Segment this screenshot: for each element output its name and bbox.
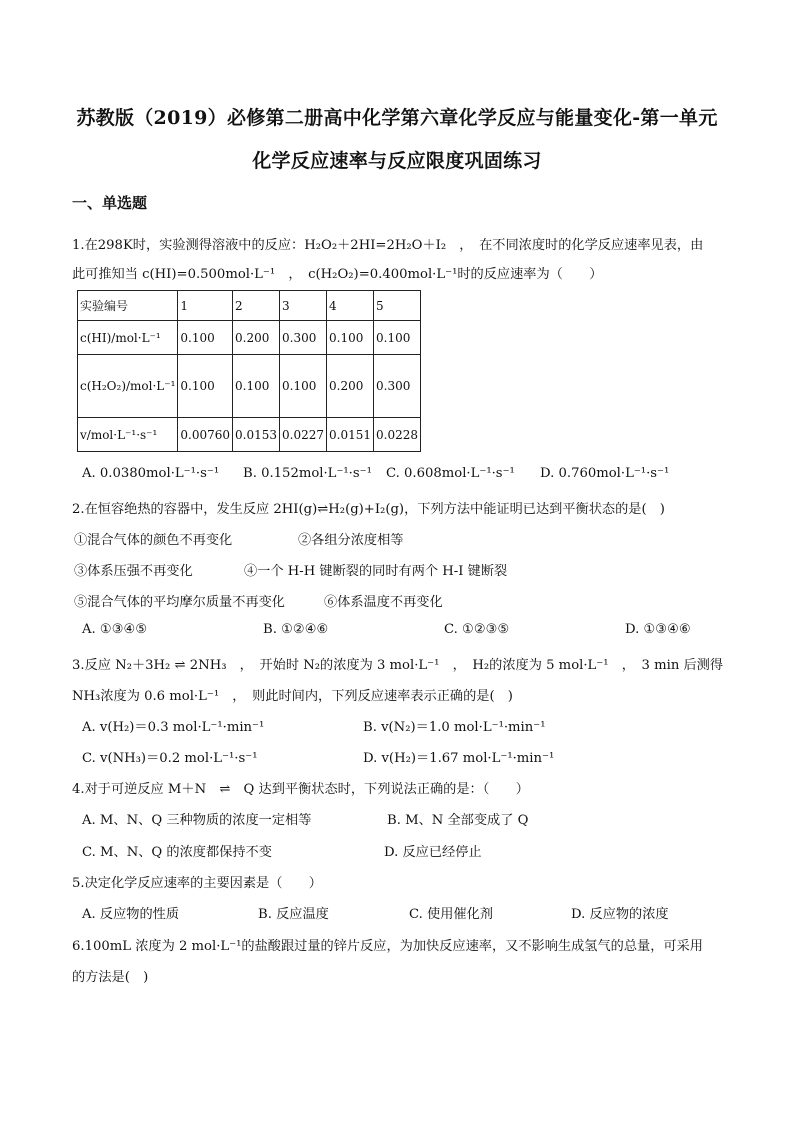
q6-stem-line1: 6.100mL 浓度为 2 mol·L⁻¹的盐酸跟过量的锌片反应，为加快反应速率，又不影响生成氢气的总量，可采用 (72, 939, 703, 954)
section-heading: 一、单选题 (72, 194, 148, 212)
q3-option-d: D. v(H₂)＝1.67 mol·L⁻¹·min⁻¹ (363, 751, 555, 766)
table-cell: 0.0228 (374, 418, 421, 452)
table-cell: 4 (327, 291, 374, 321)
table-row (78, 321, 421, 355)
q4-option-a: A. M、N、Q 三种物质的浓度一定相等 (82, 813, 312, 828)
table-cell: 0.0227 (280, 418, 327, 452)
q5-option-b: B. 反应温度 (258, 907, 329, 922)
table-cell: 0.100 (178, 355, 233, 418)
q2-item-6: ⑥体系温度不再变化 (324, 595, 443, 610)
q5-option-a: A. 反应物的性质 (82, 907, 180, 922)
table-cell: 0.200 (233, 321, 280, 355)
q2-option-a: A. ①③④⑤ (82, 622, 148, 637)
q4-option-b: B. M、N 全部变成了 Q (387, 813, 529, 828)
q2-stem: 2.在恒容绝热的容器中，发生反应 2HI(g)⇌H₂(g)+I₂(g)，下列方法中能证明已达到平衡状态的是( ) (72, 502, 665, 517)
q2-item-5: ⑤混合气体的平均摩尔质量不再变化 (74, 595, 285, 610)
q2-item-3: ③体系压强不再变化 (74, 564, 193, 579)
table-cell: 3 (280, 291, 327, 321)
table-cell: 0.300 (374, 355, 421, 418)
table-row (78, 355, 421, 418)
table-cell: c(H₂O₂)/mol·L⁻¹ (78, 355, 178, 418)
q1-data-table (77, 290, 421, 452)
table-cell: 0.200 (327, 355, 374, 418)
q1-stem-line1: 1.在298K时，实验测得溶液中的反应：H₂O₂＋2HI=2H₂O＋I₂ ， 在不同浓度时的化学反应速率见表，由 (72, 238, 704, 253)
table-row (78, 418, 421, 452)
table-cell: 0.100 (233, 355, 280, 418)
document-title-line2: 化学反应速率与反应限度巩固练习 (252, 150, 542, 172)
table-cell: 0.0153 (233, 418, 280, 452)
q3-option-b: B. v(N₂)＝1.0 mol·L⁻¹·min⁻¹ (363, 720, 546, 735)
q5-option-c: C. 使用催化剂 (409, 907, 493, 922)
q2-option-b: B. ①②④⑥ (263, 622, 329, 637)
q3-stem-line2: NH₃浓度为 0.6 mol·L⁻¹ ， 则此时间内，下列反应速率表示正确的是( ) (72, 689, 513, 704)
table-cell: 0.0151 (327, 418, 374, 452)
q4-option-c: C. M、N、Q 的浓度都保持不变 (82, 845, 272, 860)
table-cell: 0.300 (280, 321, 327, 355)
q6-stem-line2: 的方法是( ) (72, 970, 149, 985)
table-cell: 0.100 (178, 321, 233, 355)
table-cell: 2 (233, 291, 280, 321)
q4-option-d: D. 反应已经停止 (384, 845, 482, 860)
q2-item-2: ②各组分浓度相等 (298, 533, 404, 548)
table-cell: 1 (178, 291, 233, 321)
q5-stem: 5.决定化学反应速率的主要因素是（ ） (72, 876, 322, 891)
table-cell: v/mol·L⁻¹·s⁻¹ (78, 418, 178, 452)
q1-option-a: A. 0.0380mol·L⁻¹·s⁻¹ (82, 466, 220, 481)
table-cell: 实验编号 (78, 291, 178, 321)
q5-option-d: D. 反应物的浓度 (571, 907, 669, 922)
table-cell: c(HI)/mol·L⁻¹ (78, 321, 178, 355)
table-cell: 0.100 (327, 321, 374, 355)
table-cell: 0.00760 (178, 418, 233, 452)
q3-option-a: A. v(H₂)＝0.3 mol·L⁻¹·min⁻¹ (82, 720, 265, 735)
q2-item-1: ①混合气体的颜色不再变化 (74, 533, 233, 548)
q2-option-d: D. ①③④⑥ (625, 622, 691, 637)
document-title-line1: 苏教版（2019）必修第二册高中化学第六章化学反应与能量变化-第一单元 (76, 107, 718, 129)
q1-option-b: B. 0.152mol·L⁻¹·s⁻¹ (243, 466, 372, 481)
q1-stem-line2: 此可推知当 c(HI)=0.500mol·L⁻¹ ， c(H₂O₂)=0.400mol·L⁻¹时的反应速率为（ ） (72, 267, 603, 282)
table-header-row (78, 291, 421, 321)
q1-option-c: C. 0.608mol·L⁻¹·s⁻¹ (386, 466, 515, 481)
q3-option-c: C. v(NH₃)＝0.2 mol·L⁻¹·s⁻¹ (82, 751, 258, 766)
q2-option-c: C. ①②③⑤ (444, 622, 510, 637)
q4-stem: 4.对于可逆反应 M＋N ⇌ Q 达到平衡状态时，下列说法正确的是：（ ） (72, 782, 529, 797)
q1-option-d: D. 0.760mol·L⁻¹·s⁻¹ (540, 466, 670, 481)
table-cell: 0.100 (374, 321, 421, 355)
q2-item-4: ④一个 H-H 键断裂的同时有两个 H-I 键断裂 (244, 564, 508, 579)
table-cell: 0.100 (280, 355, 327, 418)
q3-stem-line1: 3.反应 N₂＋3H₂ ⇌ 2NH₃ ， 开始时 N₂的浓度为 3 mol·L⁻¹ ， H₂的浓度为 5 mol·L⁻¹ ， 3 min 后测得 (72, 658, 724, 673)
table-cell: 5 (374, 291, 421, 321)
